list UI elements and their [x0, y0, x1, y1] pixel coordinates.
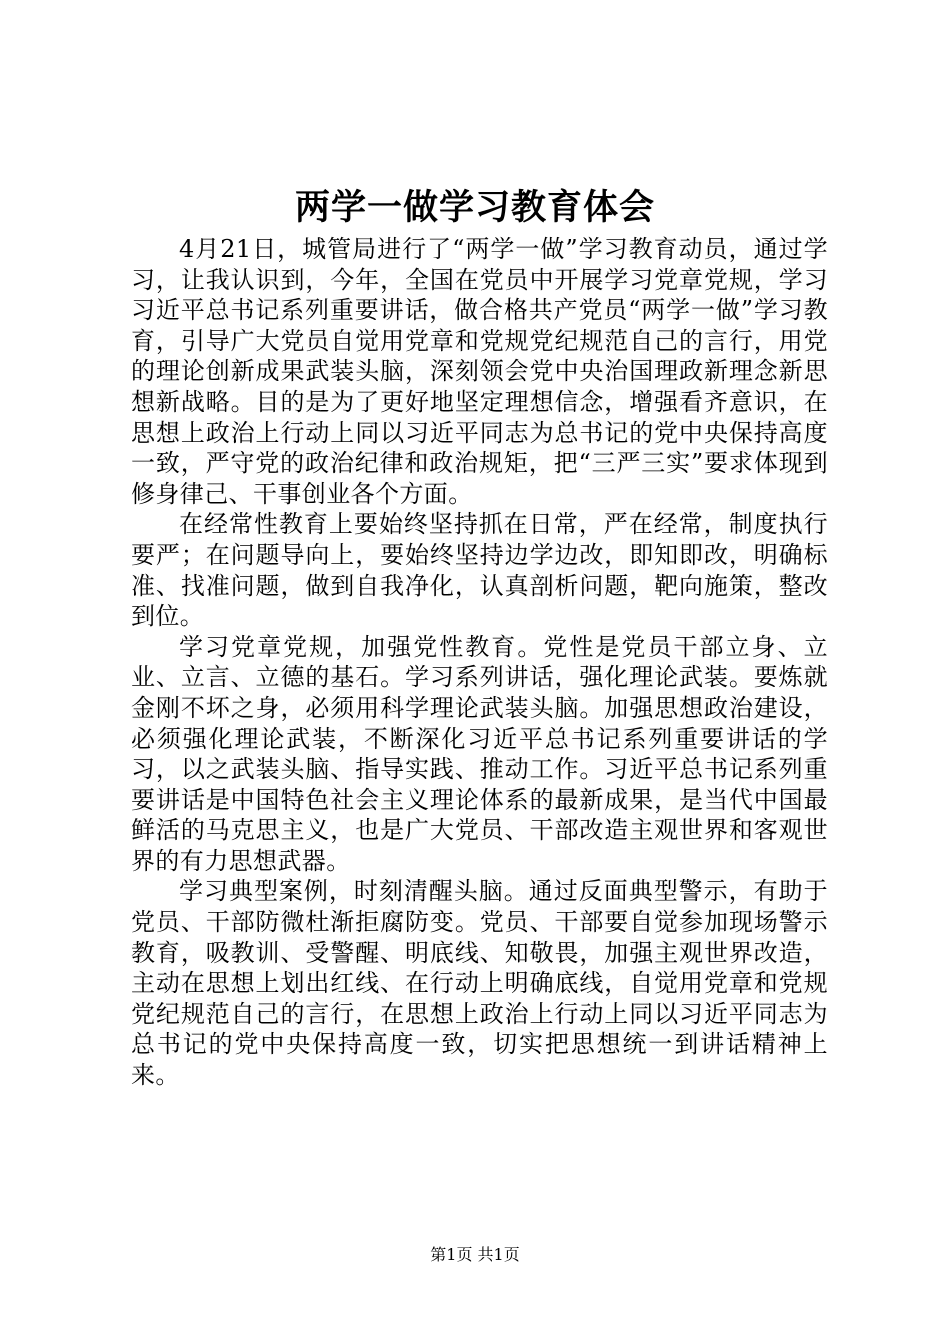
paragraph-1: 4月21日，城管局进行了“两学一做”学习教育动员，通过学习，让我认识到，今年，全国在党员中开展学习党章党规，学习习近平总书记系列重要讲话，做合格共产党员“两学一做”学习教育，引导广大党员自觉用党章和党规党纪规范自己的言行，用党的理论创新成果武装头脑，深刻领会党中央治国理政新理念新思想新战略。目的是为了更好地坚定理想信念，增强看齐意识，在思想上政治上行动上同以习近平同志为总书记的党中央保持高度一致，严守党的政治纪律和政治规矩，把“三严三实”要求体现到修身律己、干事创业各个方面。	[131, 235, 828, 508]
paragraph-3: 学习党章党规，加强党性教育。党性是党员干部立身、立业、立言、立德的基石。学习系列讲话，强化理论武装。要炼就金刚不坏之身，必须用科学理论武装头脑。加强思想政治建设，必须强化理论武装，不断深化习近平总书记系列重要讲话的学习，以之武装头脑、指导实践、推动工作。习近平总书记系列重要讲话是中国特色社会主义理论体系的最新成果，是当代中国最鲜活的马克思主义，也是广大党员、干部改造主观世界和客观世界的有力思想武器。	[131, 632, 828, 875]
paragraph-4: 学习典型案例，时刻清醒头脑。通过反面典型警示，有助于党员、干部防微杜渐拒腐防变。党员、干部要自觉参加现场警示教育，吸教训、受警醒、明底线、知敬畏，加强主观世界改造，主动在思想上划出红线、在行动上明确底线，自觉用党章和党规党纪规范自己的言行，在思想上政治上行动上同以习近平同志为总书记的党中央保持高度一致，切实把思想统一到讲话精神上来。	[131, 877, 828, 1090]
document-title: 两学一做学习教育体会	[294, 187, 655, 228]
page-footer: 第1页 共1页	[430, 1245, 520, 1264]
document-body	[131, 234, 828, 1091]
paragraph-2: 在经常性教育上要始终坚持抓在日常，严在经常，制度执行要严；在问题导向上，要始终坚持边学边改，即知即改，明确标准、找准问题，做到自我净化，认真剖析问题，靶向施策，整改到位。	[131, 510, 828, 631]
